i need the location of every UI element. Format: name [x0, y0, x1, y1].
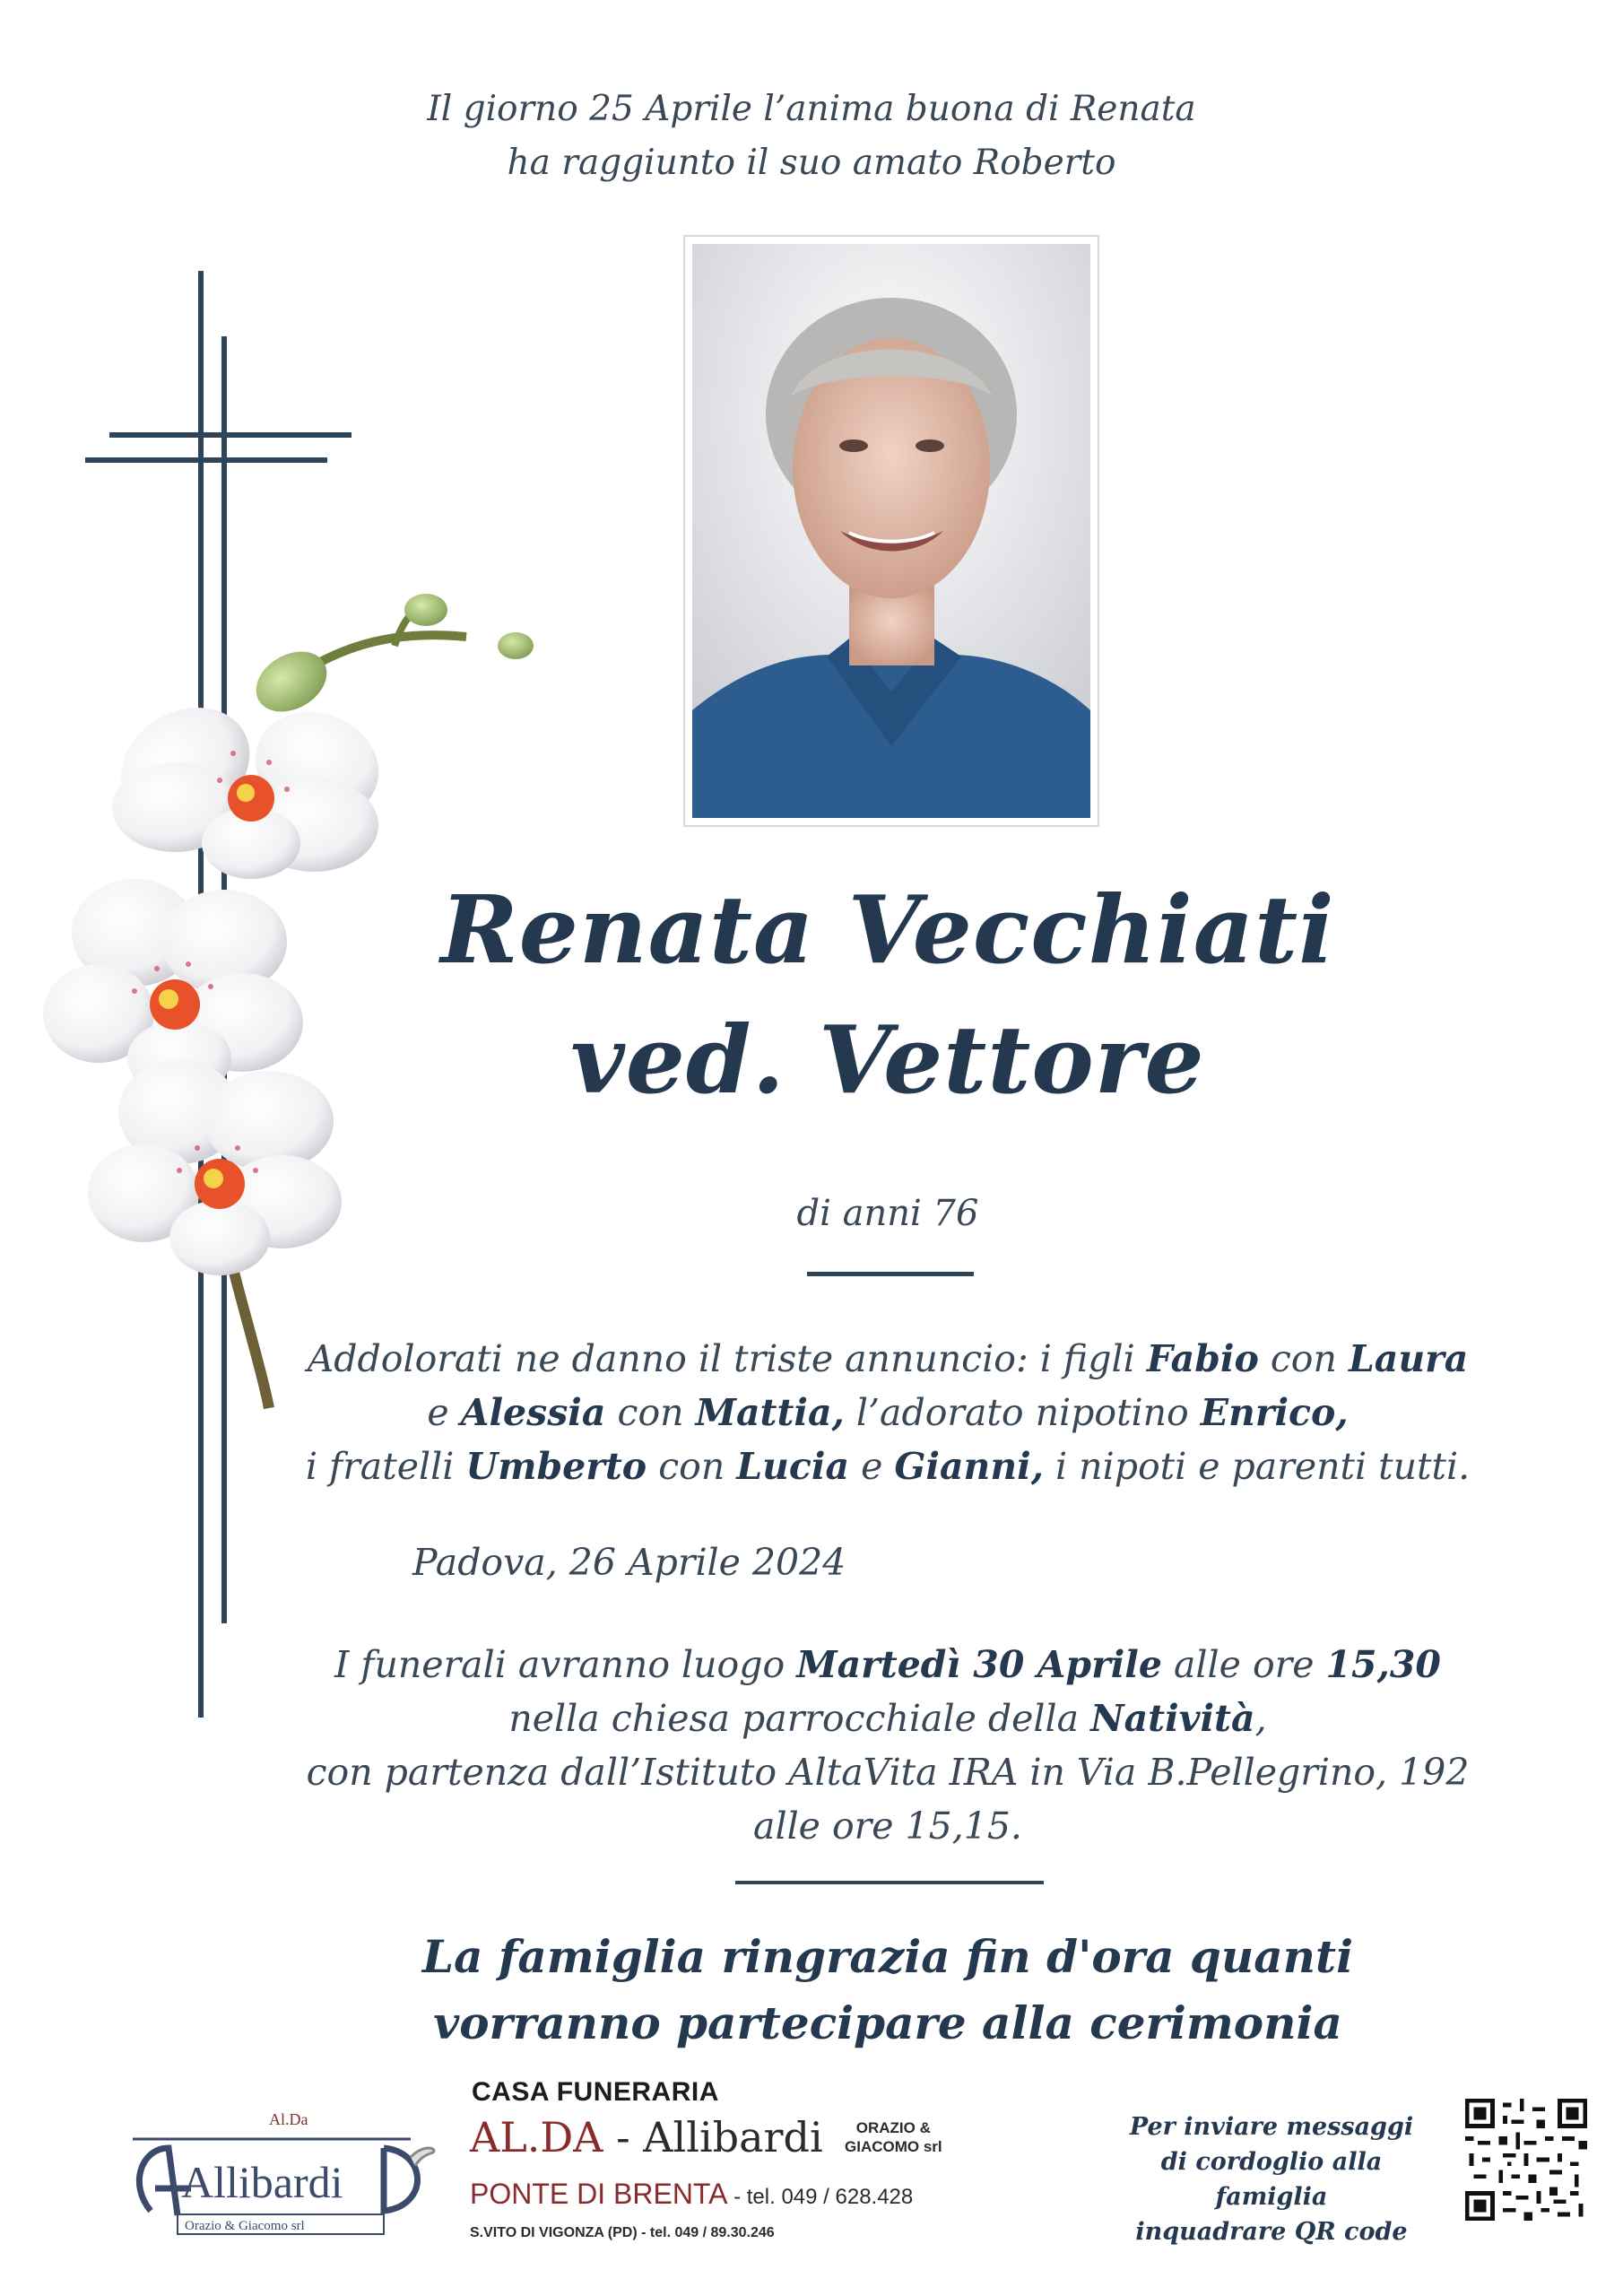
bold-text-segment: Natività: [1090, 1697, 1255, 1740]
text-segment: i nipoti e parenti tutti.: [1044, 1445, 1471, 1488]
owners-line-1: ORAZIO &: [855, 2119, 931, 2136]
company-name-brand: AL.DA: [470, 2113, 603, 2161]
branch-city: PONTE DI BRENTA: [470, 2178, 728, 2210]
text-segment: con: [605, 1391, 696, 1434]
text-segment: e: [427, 1391, 461, 1434]
text-segment: alle ore 15,15.: [753, 1805, 1022, 1848]
bold-text-segment: Laura: [1348, 1337, 1469, 1380]
thanks-message: [0, 1924, 1623, 2057]
funeral-line: [0, 1692, 1623, 1745]
intro-line-1: Il giorno 25 Aprile l’anima buona di Renata: [427, 89, 1196, 129]
funeral-line: [0, 1799, 1623, 1853]
branch-phone: - tel. 049 / 628.428: [727, 2185, 914, 2209]
divider: [735, 1881, 1044, 1884]
qr-instructions: [1110, 2109, 1433, 2249]
logo-sub: Orazio & Giacomo srl: [185, 2219, 305, 2233]
allibardi-logo: [115, 2103, 438, 2238]
deceased-married-name: ved. Vettore: [570, 1004, 1205, 1115]
thanks-line-2: vorranno partecipare alla cerimonia: [433, 1996, 1342, 2049]
qr-text-line-3: inquadrare QR code: [1135, 2218, 1408, 2246]
funeral-line: [0, 1638, 1623, 1692]
announcement-line: [0, 1332, 1623, 1386]
bold-text-segment: Mattia,: [695, 1391, 845, 1434]
funeral-details: [0, 1638, 1623, 1853]
funeral-line: [0, 1745, 1623, 1799]
place-date: Padova, 26 Aprile 2024: [412, 1541, 846, 1584]
text-segment: alle ore: [1161, 1643, 1326, 1686]
branch-ponte-di-brenta: [470, 2178, 913, 2211]
text-segment: I funerali avranno luogo: [334, 1643, 797, 1686]
portrait-photo: [692, 244, 1090, 818]
qr-code-icon[interactable]: [1465, 2099, 1587, 2221]
bold-text-segment: Alessia: [460, 1391, 606, 1434]
intro-text: [0, 83, 1623, 190]
bold-text-segment: Fabio: [1146, 1337, 1259, 1380]
text-segment: e: [849, 1445, 895, 1488]
text-segment: l’adorato nipotino: [844, 1391, 1201, 1434]
deceased-age: di anni 76: [796, 1193, 979, 1234]
text-segment: con: [647, 1445, 737, 1488]
deceased-name: Renata Vecchiati: [440, 874, 1335, 985]
thanks-line-1: La famiglia ringrazia fin d'ora quanti: [421, 1930, 1354, 1983]
company-owners: [845, 2118, 942, 2156]
bold-text-segment: Umberto: [465, 1445, 647, 1488]
qr-text-line-1: Per inviare messaggi: [1129, 2113, 1414, 2141]
text-segment: con: [1258, 1337, 1349, 1380]
company-name-separator: -: [603, 2113, 644, 2161]
text-segment: Addolorati ne danno il triste annuncio: i figli: [307, 1337, 1147, 1380]
text-segment: i fratelli: [305, 1445, 466, 1488]
cross-orchid-decoration: [0, 251, 556, 1740]
family-announcement: [0, 1332, 1623, 1493]
company-label: CASA FUNERARIA: [472, 2077, 719, 2107]
bold-text-segment: Gianni,: [894, 1445, 1044, 1488]
announcement-line: [0, 1386, 1623, 1439]
bold-text-segment: 15,30: [1325, 1643, 1441, 1686]
intro-line-2: ha raggiunto il suo amato Roberto: [507, 143, 1116, 183]
company-name: [470, 2113, 823, 2161]
announcement-line: [0, 1439, 1623, 1493]
logo-name: Allibardi: [181, 2157, 343, 2207]
bold-text-segment: Lucia: [736, 1445, 850, 1488]
qr-text-line-2: di cordoglio alla famiglia: [1160, 2148, 1383, 2211]
photo-frame: [683, 235, 1099, 827]
orchid-flower-icon: [100, 685, 394, 879]
text-segment: ,: [1254, 1697, 1267, 1740]
bold-text-segment: Enrico,: [1200, 1391, 1349, 1434]
text-segment: con partenza dall’Istituto AltaVita IRA in Via B.Pellegrino, 192: [306, 1751, 1470, 1794]
text-segment: nella chiesa parrocchiale della: [508, 1697, 1091, 1740]
branch-vigonza: S.VITO DI VIGONZA (PD) - tel. 049 / 89.30.246: [470, 2225, 775, 2240]
divider: [807, 1272, 974, 1276]
orchid-bud-icon: [246, 594, 534, 724]
logo-top-text: Al.Da: [269, 2110, 308, 2128]
bold-text-segment: Martedì 30 Aprile: [796, 1643, 1162, 1686]
company-name-surname: Allibardi: [643, 2113, 823, 2161]
owners-line-2: GIACOMO srl: [845, 2138, 942, 2155]
